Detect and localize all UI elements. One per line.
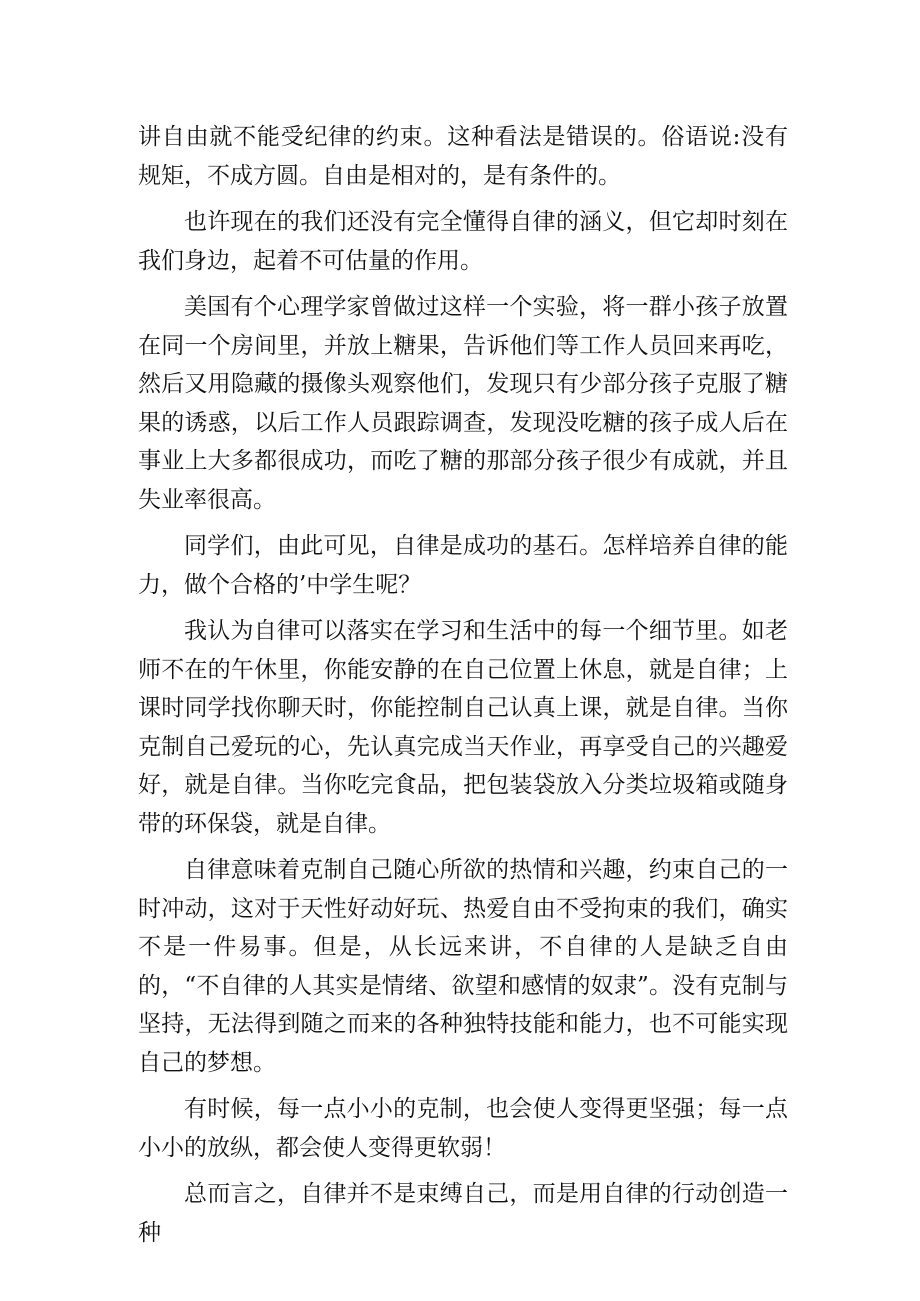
paragraph-3: 美国有个心理学家曾做过这样一个实验，将一群小孩子放置在同一个房间里，并放上糖果，告诉他们等工作人员回来再吃，然后又用隐藏的摄像头观察他们，发现只有少部分孩子克服了糖果的诱惑，以后工作人员跟踪调查，发现没吃糖的孩子成人后在事业上大多都很成功，而吃了糖的那部分孩子很少有成就，并且失业率很高。 (138, 294, 788, 513)
paragraph-2: 也许现在的我们还没有完全懂得自律的涵义，但它却时刻在我们身边，起着不可估量的作用。 (138, 209, 788, 274)
paragraph-1: 讲自由就不能受纪律的约束。这种看法是错误的。俗语说:没有规矩，不成方圆。自由是相对的，是有条件的。 (138, 124, 788, 189)
paragraph-6: 自律意味着克制自己随心所欲的热情和兴趣，约束自己的一时冲动，这对于天性好动好玩、热爱自由不受拘束的我们，确实不是一件易事。但是，从长远来讲，不自律的人是缺乏自由的，“不自律的人其实是情绪、欲望和感情的奴隶”。没有克制与坚持，无法得到随之而来的各种独特技能和能力，也不可能实现自己的梦想。 (138, 857, 788, 1076)
paragraph-5: 我认为自律可以落实在学习和生活中的每一个细节里。如老师不在的午休里，你能安静的在自己位置上休息，就是自律；上课时同学找你聊天时，你能控制自己认真上课，就是自律。当你克制自己爱玩的心，先认真完成当天作业，再享受自己的兴趣爱好，就是自律。当你吃完食品，把包装袋放入分类垃圾箱或随身带的环保袋，就是自律。 (138, 618, 788, 837)
paragraph-7: 有时候，每一点小小的克制，也会使人变得更坚强；每一点小小的放纵，都会使人变得更软弱！ (138, 1096, 788, 1161)
document-body (138, 118, 788, 1260)
paragraph-8: 总而言之，自律并不是束缚自己，而是用自律的行动创造一种 (138, 1181, 788, 1246)
paragraph-4: 同学们，由此可见，自律是成功的基石。怎样培养自律的能力，做个合格的’中学生呢？ (138, 533, 788, 598)
